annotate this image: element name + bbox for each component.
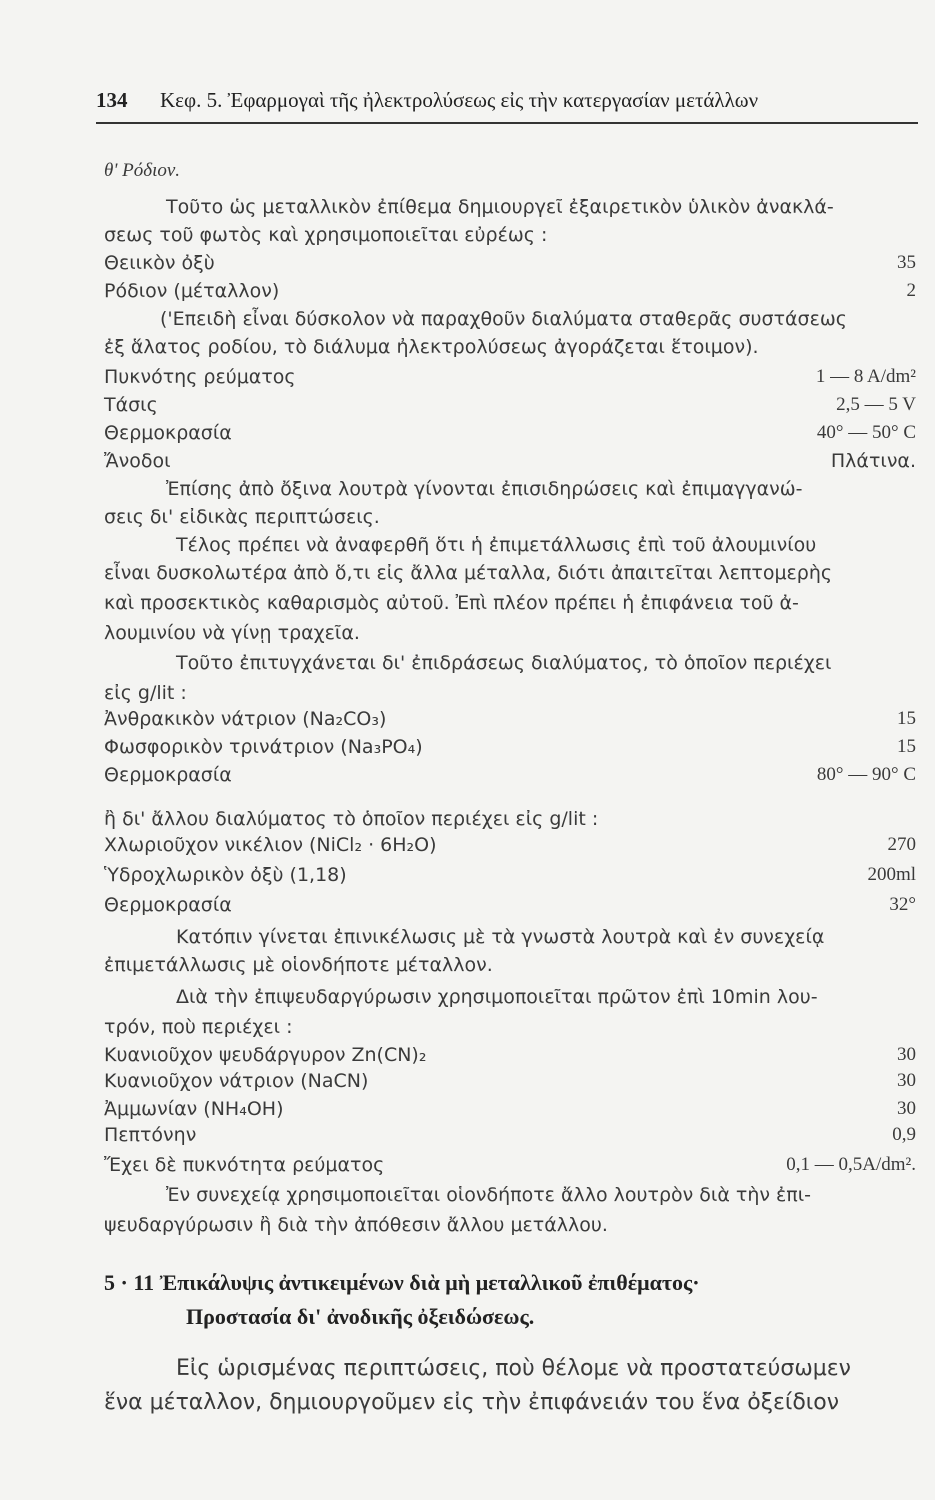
condition-value: 1 — 8 A/dm² xyxy=(815,366,916,387)
bath-row-label: Ρόδιον (μέταλλον) xyxy=(104,280,280,302)
bath-row xyxy=(104,1070,916,1094)
bath-row xyxy=(104,764,916,788)
bath-row-value: 270 xyxy=(887,834,916,855)
bath-row-label: Χλωριοῦχον νικέλιον (NiCl₂ · 6H₂O) xyxy=(104,834,437,856)
paragraph-line: τρόν, ποὺ περιέχει : xyxy=(104,1016,293,1038)
bath-row-label: Ἀνθρακικὸν νάτριον (Na₂CO₃) xyxy=(104,708,387,730)
bath-row-label: Φωσφορικὸν τρινάτριον (Na₃PO₄) xyxy=(104,736,423,758)
paragraph-line: ἕνα μέταλλον, δημιουργοῦμεν εἰς τὴν ἐπιφάνειάν του ἕνα ὀξείδιον xyxy=(104,1390,840,1415)
bath-row-value: 80° — 90° C xyxy=(816,764,916,785)
bath-row-label: Θερμοκρασία xyxy=(104,764,232,786)
bath-row xyxy=(104,894,916,918)
paragraph-line: καὶ προσεκτικὸς καθαρισμὸς αὐτοῦ. Ἐπὶ πλέον πρέπει ἡ ἐπιφάνεια τοῦ ἀ- xyxy=(104,592,799,614)
condition-row xyxy=(104,422,916,446)
bath-row-value: 32° xyxy=(889,894,916,915)
paragraph-line: Τέλος πρέπει νὰ ἀναφερθῆ ὅτι ἡ ἐπιμετάλλωσις ἐπὶ τοῦ ἀλουμινίου xyxy=(176,534,817,556)
paragraph-line: λουμινίου νὰ γίνῃ τραχεῖα. xyxy=(104,622,360,644)
paragraph-line: Ἐπίσης ἀπὸ ὄξινα λουτρὰ γίνονται ἐπισιδηρώσεις καὶ ἐπιμαγγανώ- xyxy=(166,478,803,500)
paragraph-line: εἶναι δυσκολωτέρα ἀπὸ ὅ,τι εἰς ἄλλα μέταλλα, διότι ἀπαιτεῖται λεπτομερὴς xyxy=(104,562,833,584)
section-heading: 5 · 11 Ἐπικάλυψις ἀντικειμένων διὰ μὴ μεταλλικοῦ ἐπιθέματος· xyxy=(104,1270,700,1295)
bath-row-value: 200ml xyxy=(867,864,916,885)
header-rule xyxy=(96,122,918,124)
bath-row-label: Θερμοκρασία xyxy=(104,894,232,916)
paragraph-line: ἐξ ἅλατος ροδίου, τὸ διάλυμα ἠλεκτρολύσεως ἀγοράζεται ἕτοιμον). xyxy=(104,336,759,358)
paragraph-line: ἐπιμετάλλωσις μὲ οἱονδήποτε μέταλλον. xyxy=(104,954,493,976)
condition-label: Ἄνοδοι xyxy=(104,450,171,472)
paragraph-line: σεως τοῦ φωτὸς καὶ χρησιμοποιεῖται εὐρέως : xyxy=(104,224,548,246)
bath-row-value: 0,1 — 0,5A/dm². xyxy=(786,1154,916,1175)
condition-label: Θερμοκρασία xyxy=(104,422,232,444)
paragraph-line: ('Επειδὴ εἶναι δύσκολον νὰ παραχθοῦν διαλύματα σταθερᾶς συστάσεως xyxy=(160,308,847,330)
bath-row-label: Θειικὸν ὀξὺ xyxy=(104,252,215,274)
subsection-rhodium: θ' Ρόδιον. xyxy=(104,160,181,181)
paragraph-line: Τοῦτο ὡς μεταλλικὸν ἐπίθεμα δημιουργεῖ ἐξαιρετικὸν ὑλικὸν ἀνακλά- xyxy=(166,196,834,218)
bath-row-value: 30 xyxy=(897,1098,916,1119)
bath-row-value: 2 xyxy=(906,280,916,301)
bath-row-value: 15 xyxy=(897,736,916,757)
condition-label: Πυκνότης ρεύματος xyxy=(104,366,296,388)
condition-row xyxy=(104,450,916,474)
bath-row-label: Ἀμμωνίαν (NH₄OH) xyxy=(104,1098,284,1120)
bath-row xyxy=(104,280,916,304)
bath-row-value: 35 xyxy=(897,252,916,273)
condition-label: Τάσις xyxy=(104,394,158,416)
running-title: Κεφ. 5. Ἐφαρμογαὶ τῆς ἠλεκτρολύσεως εἰς τὴν κατεργασίαν μετάλλων xyxy=(160,88,759,112)
bath-row-label: Ἔχει δὲ πυκνότητα ρεύματος xyxy=(104,1154,385,1176)
bath-row xyxy=(104,736,916,760)
page-number: 134 xyxy=(96,88,128,112)
bath-row xyxy=(104,1154,916,1178)
paragraph-line: Τοῦτο ἐπιτυγχάνεται δι' ἐπιδράσεως διαλύματος, τὸ ὁποῖον περιέχει xyxy=(176,652,832,674)
paragraph-line: Διὰ τὴν ἐπιψευδαργύρωσιν χρησιμοποιεῖται πρῶτον ἐπὶ 10min λου- xyxy=(176,986,818,1008)
condition-row xyxy=(104,394,916,418)
section-heading-line2: Προστασία δι' ἀνοδικῆς ὀξειδώσεως. xyxy=(186,1304,535,1329)
paragraph-line: σεις δι' εἰδικὰς περιπτώσεις. xyxy=(104,506,380,528)
bath-row xyxy=(104,1044,916,1068)
bath-row xyxy=(104,1098,916,1122)
bath-row-label: Κυανιοῦχον νάτριον (NaCN) xyxy=(104,1070,369,1092)
condition-row xyxy=(104,366,916,390)
bath-row-value: 30 xyxy=(897,1070,916,1091)
paragraph-line: ἢ δι' ἄλλου διαλύματος τὸ ὁποῖον περιέχει εἰς g/lit : xyxy=(104,808,599,830)
bath-row-value: 0,9 xyxy=(892,1124,916,1145)
bath-row xyxy=(104,252,916,276)
paragraph-line: ψευδαργύρωσιν ἢ διὰ τὴν ἀπόθεσιν ἄλλου μετάλλου. xyxy=(104,1214,608,1236)
bath-row xyxy=(104,834,916,858)
bath-row xyxy=(104,1124,916,1148)
condition-value: 2,5 — 5 V xyxy=(836,394,916,415)
bath-row-value: 30 xyxy=(897,1044,916,1065)
bath-row xyxy=(104,708,916,732)
bath-row xyxy=(104,864,916,888)
paragraph-line: εἰς g/lit : xyxy=(104,682,187,704)
bath-row-label: Πεπτόνην xyxy=(104,1124,197,1146)
bath-row-label: Ὑδροχλωρικὸν ὀξὺ (1,18) xyxy=(104,864,347,886)
paragraph-line: Ἐν συνεχείᾳ χρησιμοποιεῖται οἱονδήποτε ἄλλο λουτρὸν διὰ τὴν ἐπι- xyxy=(166,1184,812,1206)
paragraph-line: Κατόπιν γίνεται ἐπινικέλωσις μὲ τὰ γνωστὰ λουτρὰ καὶ ἐν συνεχείᾳ xyxy=(176,926,825,948)
condition-value: Πλάτινα. xyxy=(830,450,916,472)
bath-row-value: 15 xyxy=(897,708,916,729)
bath-row-label: Κυανιοῦχον ψευδάργυρον Zn(CN)₂ xyxy=(104,1044,427,1066)
condition-value: 40° — 50° C xyxy=(816,422,916,443)
paragraph-line: Εἰς ὡρισμένας περιπτώσεις, ποὺ θέλομε νὰ προστατεύσωμεν xyxy=(176,1356,851,1381)
